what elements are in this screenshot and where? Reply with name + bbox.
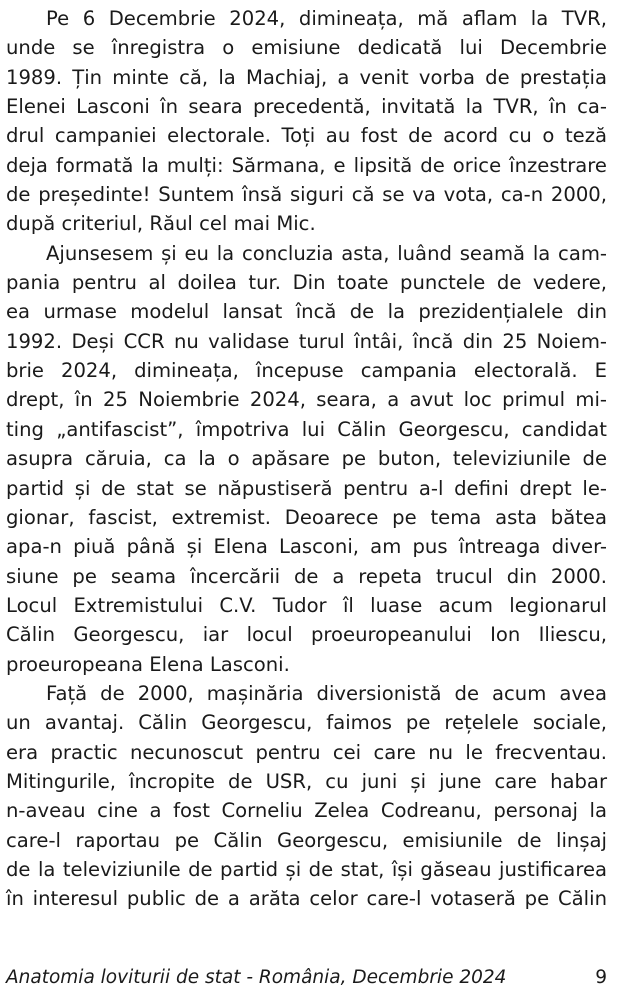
text-line: pania pentru al doilea tur. Din toate punctele de vedere, bbox=[6, 271, 607, 295]
text-line: Față de 2000, mașinăria diversionistă de acum avea bbox=[46, 681, 607, 705]
text-line: era practic necunoscut pentru cei care nu le frecventau. bbox=[6, 740, 607, 764]
text-line: gionar, fascist, extremist. Deoarece pe tema asta bătea bbox=[6, 505, 607, 529]
text-line: apa-n piuă până și Elena Lasconi, am pus întreaga diver- bbox=[6, 535, 607, 559]
text-line: partid și de stat se năpustiseră pentru a-l defini drept le- bbox=[6, 476, 607, 500]
page-footer bbox=[6, 966, 607, 990]
text-line: asupra căruia, ca la o apăsare pe buton, televiziunile de bbox=[6, 447, 607, 471]
text-line: Călin Georgescu, iar locul proeuropeanului Ion Iliescu, bbox=[6, 623, 607, 647]
text-line: ting „antifascist”, împotriva lui Călin Georgescu, candidat bbox=[6, 417, 607, 441]
text-line: Locul Extremistului C.V. Tudor îl luase acum legionarul bbox=[6, 593, 607, 617]
text-line: 1989. Țin minte că, la Machiaj, a venit vorba de prestația bbox=[6, 65, 607, 89]
text-line: de la televiziunile de partid și de stat, își găseau justificarea bbox=[6, 857, 607, 881]
text-line: de președinte! Suntem însă siguri că se va vota, ca-n 2000, bbox=[6, 183, 607, 207]
text-line: în interesul public de a arăta celor care-l votaseră pe Călin bbox=[6, 887, 607, 911]
page-number: 9 bbox=[595, 967, 607, 988]
text-line: după criteriul, Răul cel mai Mic. bbox=[6, 212, 316, 236]
text-line: Elenei Lasconi în seara precedentă, invitată la TVR, în ca- bbox=[6, 95, 607, 119]
text-line: n-aveau cine a fost Corneliu Zelea Codreanu, personaj la bbox=[6, 799, 607, 823]
text-line: Ajunsesem și eu la concluzia asta, luând seamă la cam- bbox=[46, 241, 607, 265]
text-line: Pe 6 Decembrie 2024, dimineața, mă aflam la TVR, bbox=[46, 7, 607, 30]
text-line: drul campaniei electorale. Toți au fost de acord cu o teză bbox=[6, 124, 607, 148]
page-body bbox=[6, 4, 607, 914]
paragraph-3 bbox=[6, 679, 607, 914]
text-line: brie 2024, dimineața, începuse campania electorală. E bbox=[6, 359, 607, 383]
text-line: care-l raportau pe Călin Georgescu, emisiunile de linșaj bbox=[6, 828, 607, 852]
text-line: Mitingurile, încropite de USR, cu juni și june care habar bbox=[6, 769, 607, 793]
paragraph-2 bbox=[6, 239, 607, 679]
paragraph-1 bbox=[6, 4, 607, 239]
text-line: deja formată la mulți: Sărmana, e lipsită de orice înzestrare bbox=[6, 153, 607, 177]
text-line: proeuropeana Elena Lasconi. bbox=[6, 652, 290, 676]
text-line: siune pe seama încercării de a repeta trucul din 2000. bbox=[6, 564, 607, 588]
text-line: un avantaj. Călin Georgescu, faimos pe rețelele sociale, bbox=[6, 711, 607, 735]
text-line: drept, în 25 Noiembrie 2024, seara, a avut loc primul mi- bbox=[6, 388, 607, 412]
text-line: unde se înregistra o emisiune dedicată lui Decembrie bbox=[6, 36, 607, 60]
text-line: ea urmase modelul lansat încă de la prezidențialele din bbox=[6, 300, 607, 324]
text-line: 1992. Deși CCR nu validase turul întâi, încă din 25 Noiem- bbox=[6, 329, 607, 353]
running-footer-title: Anatomia loviturii de stat - România, Decembrie 2024 bbox=[6, 967, 507, 988]
